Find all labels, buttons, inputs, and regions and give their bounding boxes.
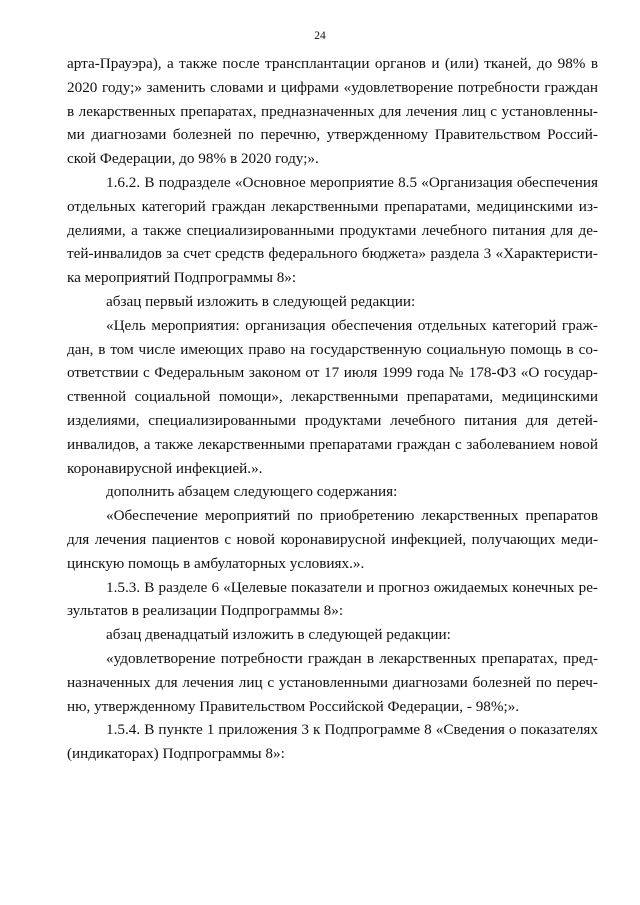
text-line: 2020 году;» заменить словами и цифрами «удовлетворение потребности граждан (67, 78, 598, 96)
text-line: тей-инвалидов за счет средств федерального бюджета» раздела 3 «Характеристи- (67, 245, 598, 263)
page-number: 24 (314, 30, 326, 42)
text-line: «Цель мероприятия: организация обеспечения отдельных категорий граж- (106, 316, 598, 334)
text-line: ню, утвержденному Правительством Российской Федерации, - 98%;». (67, 697, 520, 715)
text-line: ми диагнозами болезней по перечню, утвержденному Правительством Россий- (67, 126, 598, 144)
text-line: 1.5.4. В пункте 1 приложения 3 к Подпрограмме 8 «Сведения о показателях (106, 721, 598, 739)
text-line: отдельных категорий граждан лекарственными препаратами, медицинскими из- (67, 197, 598, 215)
text-line: инвалидов, а также лекарственными препаратами граждан с заболеванием новой (67, 435, 598, 453)
text-line: делиями, а также специализированными продуктами лечебного питания для де- (67, 221, 598, 239)
text-line: зультатов в реализации Подпрограммы 8»: (67, 602, 344, 620)
paragraph-instruction-first (67, 290, 598, 314)
paragraph-continuation (67, 52, 598, 171)
text-line: ственной социальной помощи», лекарственными препаратами, медицинскими (67, 388, 598, 406)
text-line: «Обеспечение мероприятий по приобретению лекарственных препаратов (106, 507, 598, 525)
text-line: 1.6.2. В подразделе «Основное мероприятие 8.5 «Организация обеспечения (106, 173, 598, 191)
text-line: для лечения пациентов с новой коронавирусной инфекцией, получающих меди- (67, 530, 598, 548)
paragraph-1-5-3 (67, 576, 598, 624)
text-line: (индикаторах) Подпрограммы 8»: (67, 745, 285, 763)
text-line: ка мероприятий Подпрограммы 8»: (67, 269, 297, 287)
paragraph-1-5-4 (67, 718, 598, 766)
text-line: в лекарственных препаратах, предназначенных для лечения лиц с установленны- (67, 102, 598, 120)
text-line: коронавирусной инфекцией.». (67, 459, 263, 477)
text-line: цинскую помощь в амбулаторных условиях.». (67, 554, 365, 572)
paragraph-satisfaction (67, 647, 598, 718)
paragraph-instruction-add (67, 480, 598, 504)
text-line: арта-Прауэра), а также после трансплантации органов и (или) тканей, до 98% в (67, 55, 598, 72)
text-line: ской Федерации, до 98% в 2020 году;». (67, 150, 319, 168)
paragraph-goal (67, 314, 598, 481)
text-line: назначенных для лечения лиц с установленными диагнозами болезней по переч- (67, 673, 598, 691)
text-line: изделиями, специализированными продуктами лечебного питания для детей- (67, 411, 598, 429)
text-line: абзац первый изложить в следующей редакции: (106, 292, 416, 310)
paragraph-1-6-2 (67, 171, 598, 290)
text-line: 1.5.3. В разделе 6 «Целевые показатели и прогноз ожидаемых конечных ре- (106, 578, 598, 596)
paragraph-instruction-twelfth (67, 623, 598, 647)
text-line: дан, в том числе имеющих право на государственную социальную помощь в со- (67, 340, 598, 358)
paragraph-provision (67, 504, 598, 575)
text-line: дополнить абзацем следующего содержания: (106, 483, 398, 501)
text-line: абзац двенадцатый изложить в следующей редакции: (106, 626, 451, 644)
document-body (67, 52, 598, 766)
text-line: «удовлетворение потребности граждан в лекарственных препаратах, пред- (106, 649, 598, 667)
text-line: ответствии с Федеральным законом от 17 июля 1999 года № 178-ФЗ «О государ- (67, 364, 598, 382)
